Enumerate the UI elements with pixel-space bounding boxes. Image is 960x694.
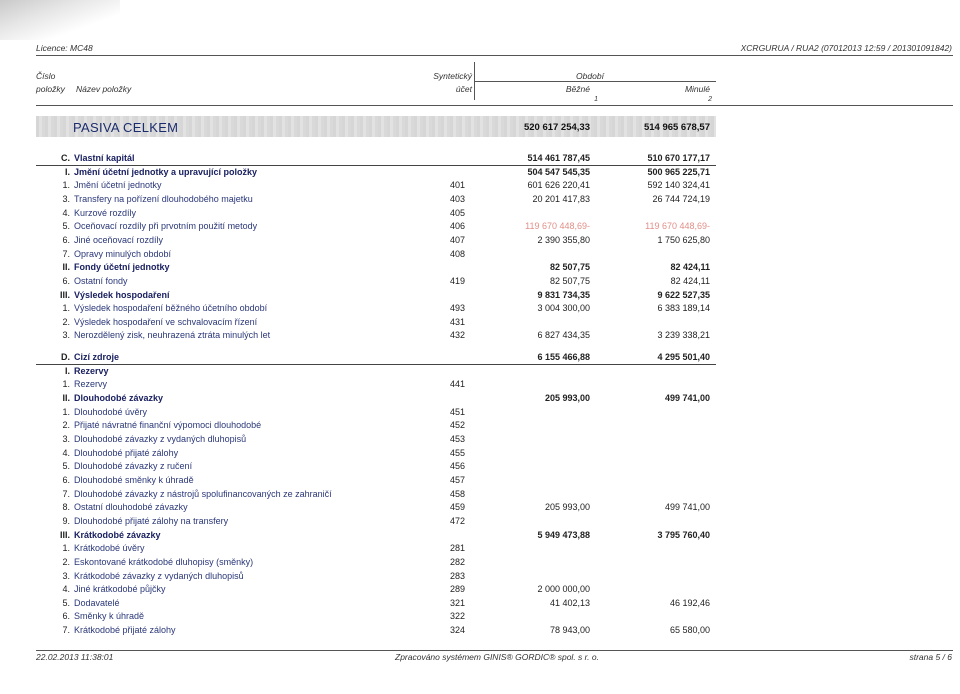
table-row <box>36 433 716 446</box>
row-name: Eskontované krátkodobé dluhopisy (směnky) <box>74 556 254 567</box>
row-name: Opravy minulých období <box>74 248 172 259</box>
row-account: 419 <box>450 275 466 286</box>
row-number: 9. <box>62 515 70 526</box>
row-current: 41 402,13 <box>549 597 590 608</box>
row-current: 78 943,00 <box>549 625 590 636</box>
row-name: Jmění účetní jednotky a upravující položky <box>74 166 258 177</box>
column-previous-label: Minulé <box>684 84 710 94</box>
row-name: Směnky k úhradě <box>74 611 145 622</box>
row-previous: 65 580,00 <box>669 625 710 636</box>
table-row <box>36 488 716 501</box>
column-previous-index: 2 <box>708 96 712 103</box>
table-row <box>36 447 716 460</box>
table-row <box>36 542 716 555</box>
row-name: Výsledek hospodaření ve schvalovacím řízení <box>74 316 258 327</box>
row-previous: 510 670 177,17 <box>647 153 710 163</box>
row-name: Jmění účetní jednotky <box>74 180 162 191</box>
row-number: 1. <box>62 543 70 554</box>
footer-page: strana 5 / 6 <box>909 652 952 662</box>
row-account: 455 <box>450 447 466 458</box>
table-row <box>36 316 716 329</box>
row-current: 82 507,75 <box>549 262 590 273</box>
row-name: Dlouhodobé závazky z nástrojů spolufinancovaných ze zahraničí <box>74 488 332 499</box>
row-previous: 9 622 527,35 <box>657 289 710 300</box>
row-number: 1. <box>62 303 70 314</box>
row-number: 8. <box>62 502 70 513</box>
table-row <box>36 275 716 288</box>
row-previous: 82 424,11 <box>670 275 710 286</box>
row-account: 493 <box>450 303 466 314</box>
row-number: 6. <box>62 275 70 286</box>
row-current: 20 201 417,83 <box>532 193 590 204</box>
column-number-label-2: položky <box>36 84 65 94</box>
row-name: Transfery na pořízení dlouhodobého majetku <box>74 193 253 204</box>
row-number: 3. <box>62 330 70 341</box>
table-row <box>36 392 716 405</box>
table-row <box>36 474 716 487</box>
row-previous: 3 239 338,21 <box>657 330 710 341</box>
row-account: 441 <box>450 379 466 390</box>
row-current: 3 004 300,00 <box>537 303 590 314</box>
row-account: 407 <box>450 234 466 245</box>
row-current: 5 949 473,88 <box>537 529 590 540</box>
row-number: 1. <box>62 406 70 417</box>
row-number: 7. <box>62 248 70 259</box>
row-name: Krátkodobé závazky <box>74 529 161 540</box>
column-current-index: 1 <box>594 96 598 103</box>
row-current: 601 626 220,41 <box>527 180 590 191</box>
row-previous: 4 295 501,40 <box>657 352 710 363</box>
row-number: 7. <box>62 488 70 499</box>
row-name: Dlouhodobé závazky z ručení <box>74 461 193 472</box>
row-current: 9 831 734,35 <box>537 289 590 300</box>
row-number: 4. <box>62 447 70 458</box>
row-name: Dlouhodobé přijaté zálohy <box>74 447 179 458</box>
table-row <box>36 406 716 419</box>
row-number: 4. <box>62 207 70 218</box>
table-row <box>36 234 716 247</box>
row-name: Rezervy <box>74 365 109 376</box>
table-row <box>36 501 716 514</box>
table-row <box>36 166 716 179</box>
table-row <box>36 365 716 378</box>
row-number: 3. <box>62 434 70 444</box>
row-account: 472 <box>450 515 466 526</box>
row-account: 431 <box>450 316 466 327</box>
row-account: 281 <box>450 543 466 554</box>
row-number: 6. <box>62 234 70 245</box>
row-account: 282 <box>450 556 466 567</box>
row-name: Krátkodobé závazky z vydaných dluhopisů <box>74 570 244 581</box>
row-number: 1. <box>62 379 70 390</box>
row-name: Dlouhodobé přijaté zálohy na transfery <box>74 515 229 526</box>
row-account: 458 <box>450 488 466 499</box>
header-divider <box>36 55 953 56</box>
row-previous: 6 383 189,14 <box>657 303 710 314</box>
row-current: 119 670 448,69- <box>525 221 590 232</box>
columns-divider <box>36 105 953 106</box>
row-name: Jiné oceňovací rozdíly <box>74 234 164 245</box>
footer-divider <box>36 650 953 651</box>
row-current: 514 461 787,45 <box>527 153 590 163</box>
row-number: 1. <box>62 180 70 191</box>
row-name: Ostatní fondy <box>74 275 128 286</box>
row-account: 401 <box>450 180 466 191</box>
row-number: 5. <box>62 461 70 472</box>
row-number: 3. <box>62 570 70 581</box>
row-name: Jiné krátkodobé půjčky <box>74 584 166 595</box>
row-name: Cizí zdroje <box>74 352 120 363</box>
table-row <box>36 624 716 637</box>
row-previous: 1 750 625,80 <box>657 234 710 245</box>
row-name: Ostatní dlouhodobé závazky <box>74 502 188 513</box>
row-number: II. <box>62 393 70 404</box>
table-row <box>36 556 716 569</box>
row-account: 451 <box>450 406 466 417</box>
row-name: Nerozdělený zisk, neuhrazená ztráta minulých let <box>74 330 271 341</box>
row-name: Krátkodobé přijaté zálohy <box>74 625 176 636</box>
row-number: III. <box>59 289 70 300</box>
row-account: 406 <box>450 221 466 232</box>
row-number: 2. <box>62 316 70 327</box>
row-number: III. <box>59 529 70 540</box>
table-row <box>36 515 716 528</box>
row-current: 2 390 355,80 <box>537 234 590 245</box>
row-account: 452 <box>450 420 466 431</box>
row-name: Vlastní kapitál <box>74 153 135 163</box>
table-row <box>36 378 716 391</box>
row-name: Dlouhodobé závazky <box>74 393 164 404</box>
row-account: 322 <box>450 611 466 622</box>
row-name: Fondy účetní jednotky <box>74 262 170 273</box>
row-account: 408 <box>450 248 466 259</box>
row-account: 459 <box>450 502 466 513</box>
total-previous: 514 965 678,57 <box>643 122 710 133</box>
column-account-label-2: účet <box>455 84 472 94</box>
licence-label: Licence: MC48 <box>36 43 93 53</box>
table-row <box>36 460 716 473</box>
table-row <box>36 583 716 596</box>
row-current: 205 993,00 <box>544 502 590 513</box>
row-number: 6. <box>62 474 70 485</box>
row-current: 205 993,00 <box>544 393 590 404</box>
column-name-label: Název položky <box>76 84 132 94</box>
row-current: 504 547 545,35 <box>527 166 590 177</box>
row-name: Dodavatelé <box>74 597 120 608</box>
row-account: 283 <box>450 570 466 581</box>
row-account: 321 <box>450 597 466 608</box>
row-name: Krátkodobé úvěry <box>74 543 145 554</box>
row-previous: 46 192,46 <box>669 597 710 608</box>
row-previous: 26 744 724,19 <box>652 193 710 204</box>
row-account: 324 <box>450 625 466 636</box>
table-row <box>36 329 716 342</box>
row-account: 453 <box>450 434 466 444</box>
table-row <box>36 419 716 432</box>
table-row <box>36 207 716 220</box>
row-previous: 82 424,11 <box>670 262 710 273</box>
row-number: 4. <box>62 584 70 595</box>
row-number: 6. <box>62 611 70 622</box>
table-row <box>36 193 716 206</box>
table-row <box>36 597 716 610</box>
row-previous: 3 795 760,40 <box>657 529 710 540</box>
total-current: 520 617 254,33 <box>523 122 590 133</box>
row-number: 2. <box>62 420 70 431</box>
row-number: 5. <box>62 221 70 232</box>
row-current: 2 000 000,00 <box>537 584 590 595</box>
row-account: 456 <box>450 461 466 472</box>
report-id: XCRGURUA / RUA2 (07012013 12:59 / 201301091842) <box>740 43 952 53</box>
row-current: 6 827 434,35 <box>537 330 590 341</box>
row-number: C. <box>61 153 70 163</box>
row-previous: 500 965 225,71 <box>647 166 710 177</box>
column-period-label: Období <box>576 71 604 81</box>
row-name: Rezervy <box>74 379 108 390</box>
row-number: I. <box>64 365 70 376</box>
row-number: 2. <box>62 556 70 567</box>
row-account: 432 <box>450 330 466 341</box>
row-number: D. <box>61 352 70 363</box>
row-name: Oceňovací rozdíly při prvotním použití metody <box>74 221 258 232</box>
row-account: 403 <box>450 193 466 204</box>
row-number: 7. <box>62 625 70 636</box>
table-row <box>36 179 716 192</box>
table-row <box>36 152 716 166</box>
row-name: Dlouhodobé úvěry <box>74 406 148 417</box>
row-previous: 499 741,00 <box>664 502 710 513</box>
footer-date: 22.02.2013 11:38:01 <box>36 652 114 662</box>
column-account-label-1: Syntetický <box>433 71 472 81</box>
row-account: 457 <box>450 474 466 485</box>
row-account: 405 <box>450 207 466 218</box>
row-account: 289 <box>450 584 466 595</box>
column-current-label: Běžné <box>565 84 590 94</box>
row-name: Kurzové rozdíly <box>74 207 137 218</box>
table-row <box>36 248 716 261</box>
column-number-label-1: Číslo <box>36 71 56 81</box>
row-current: 82 507,75 <box>549 275 590 286</box>
row-name: Výsledek hospodaření <box>74 289 170 300</box>
total-label: PASIVA CELKEM <box>73 120 179 135</box>
table-row <box>36 570 716 583</box>
row-name: Výsledek hospodaření běžného účetního období <box>74 303 268 314</box>
table-row <box>36 351 716 365</box>
row-current: 6 155 466,88 <box>537 352 590 363</box>
row-previous: 119 670 448,69- <box>645 221 710 232</box>
row-number: I. <box>64 166 70 177</box>
table-row <box>36 610 716 623</box>
table-row <box>36 529 716 542</box>
row-number: II. <box>62 262 70 273</box>
row-previous: 499 741,00 <box>664 393 710 404</box>
row-name: Přijaté návratné finanční výpomoci dlouhodobé <box>74 420 262 431</box>
table-row <box>36 302 716 315</box>
scan-corner-artifact <box>0 0 120 40</box>
footer-system: Zpracováno systémem GINIS® GORDIC® spol. s r. o. <box>395 652 599 662</box>
row-previous: 592 140 324,41 <box>647 180 710 191</box>
table-row <box>36 220 716 233</box>
row-name: Dlouhodobé závazky z vydaných dluhopisů <box>74 434 247 444</box>
row-number: 5. <box>62 597 70 608</box>
row-name: Dlouhodobé směnky k úhradě <box>74 474 194 485</box>
table-row <box>36 261 716 274</box>
period-divider <box>474 81 716 82</box>
table-row <box>36 289 716 302</box>
row-number: 3. <box>62 193 70 204</box>
